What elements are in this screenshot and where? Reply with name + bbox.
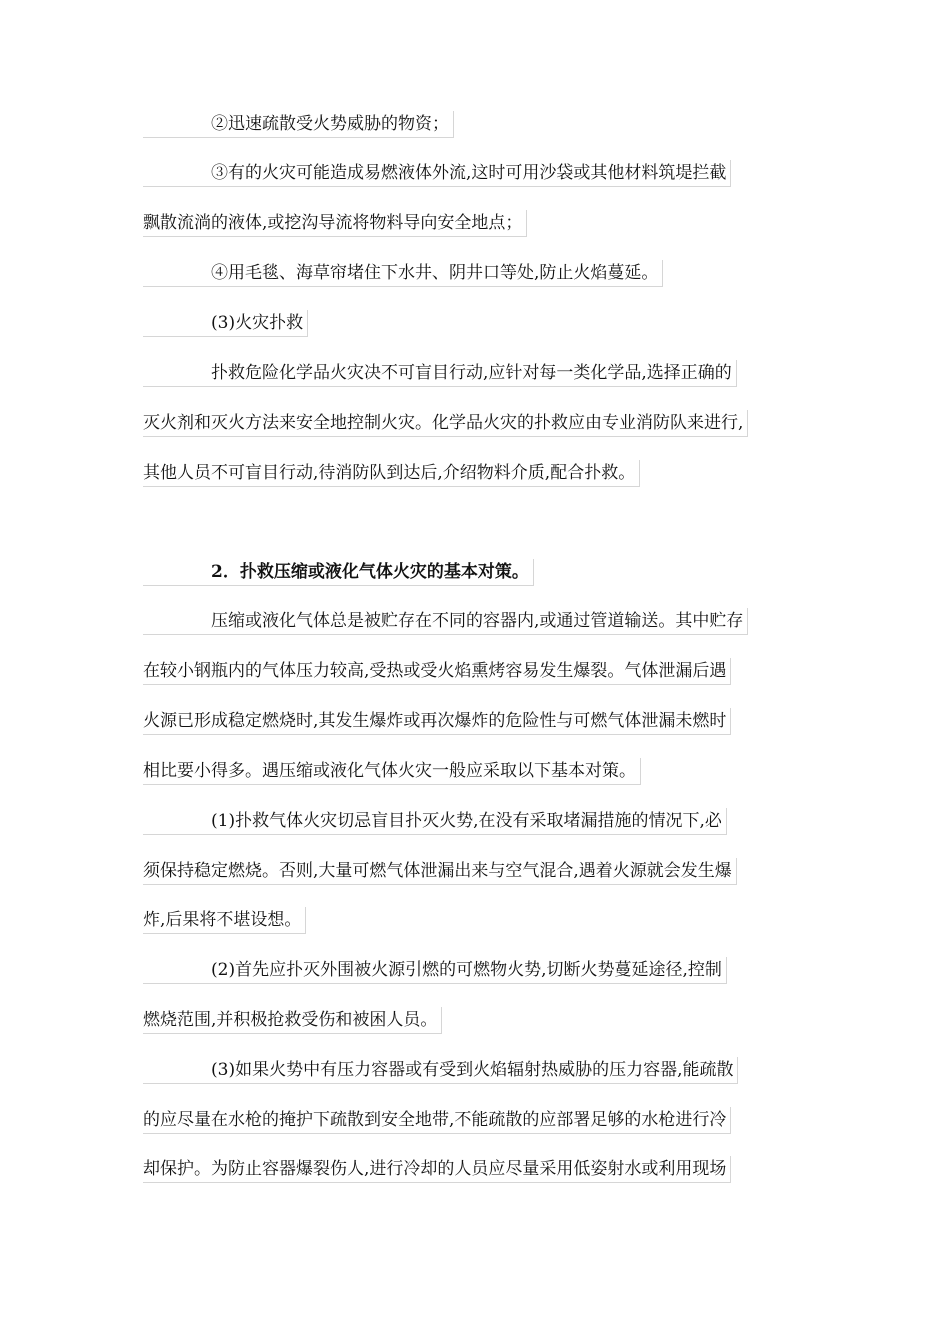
text-line: 飘散流淌的液体,或挖沟导流将物料导向安全地点； — [143, 210, 527, 237]
text-line: (3)如果火势中有压力容器或有受到火焰辐射热威胁的压力容器,能疏散 — [143, 1057, 738, 1084]
text-line: 燃烧范围,并积极抢救受伤和被困人员。 — [143, 1007, 442, 1034]
section-heading: (3)火灾扑救 — [143, 310, 308, 337]
text-line: 相比要小得多。遇压缩或液化气体火灾一般应采取以下基本对策。 — [143, 758, 641, 785]
text-line: 其他人员不可盲目行动,待消防队到达后,介绍物料介质,配合扑救。 — [143, 460, 640, 487]
text-line: 扑救危险化学品火灾决不可盲目行动,应针对每一类化学品,选择正确的 — [143, 360, 737, 387]
text-line: 须保持稳定燃烧。否则,大量可燃气体泄漏出来与空气混合,遇着火源就会发生爆 — [143, 858, 737, 885]
section-title: 2．扑救压缩或液化气体火灾的基本对策。 — [143, 559, 534, 586]
text-line: ③有的火灾可能造成易燃液体外流,这时可用沙袋或其他材料筑堤拦截 — [143, 160, 731, 187]
text-line: 的应尽量在水枪的掩护下疏散到安全地带,不能疏散的应部署足够的水枪进行冷 — [143, 1107, 731, 1134]
text-line: 火源已形成稳定燃烧时,其发生爆炸或再次爆炸的危险性与可燃气体泄漏未燃时 — [143, 708, 731, 735]
text-line: (2)首先应扑灭外围被火源引燃的可燃物火势,切断火势蔓延途径,控制 — [143, 957, 727, 984]
text-line: ②迅速疏散受火势威胁的物资； — [143, 111, 454, 138]
text-line: (1)扑救气体火灾切忌盲目扑灭火势,在没有采取堵漏措施的情况下,必 — [143, 808, 727, 835]
text-line: 灭火剂和灭火方法来安全地控制火灾。化学品火灾的扑救应由专业消防队来进行, — [143, 410, 748, 437]
text-line: 却保护。为防止容器爆裂伤人,进行冷却的人员应尽量采用低姿射水或利用现场 — [143, 1156, 731, 1183]
text-line: ④用毛毯、海草帘堵住下水井、阴井口等处,防止火焰蔓延。 — [143, 260, 663, 287]
text-line: 在较小钢瓶内的气体压力较高,受热或受火焰熏烤容易发生爆裂。气体泄漏后遇 — [143, 658, 731, 685]
text-line: 炸,后果将不堪设想。 — [143, 907, 306, 934]
text-line: 压缩或液化气体总是被贮存在不同的容器内,或通过管道输送。其中贮存 — [143, 608, 748, 635]
